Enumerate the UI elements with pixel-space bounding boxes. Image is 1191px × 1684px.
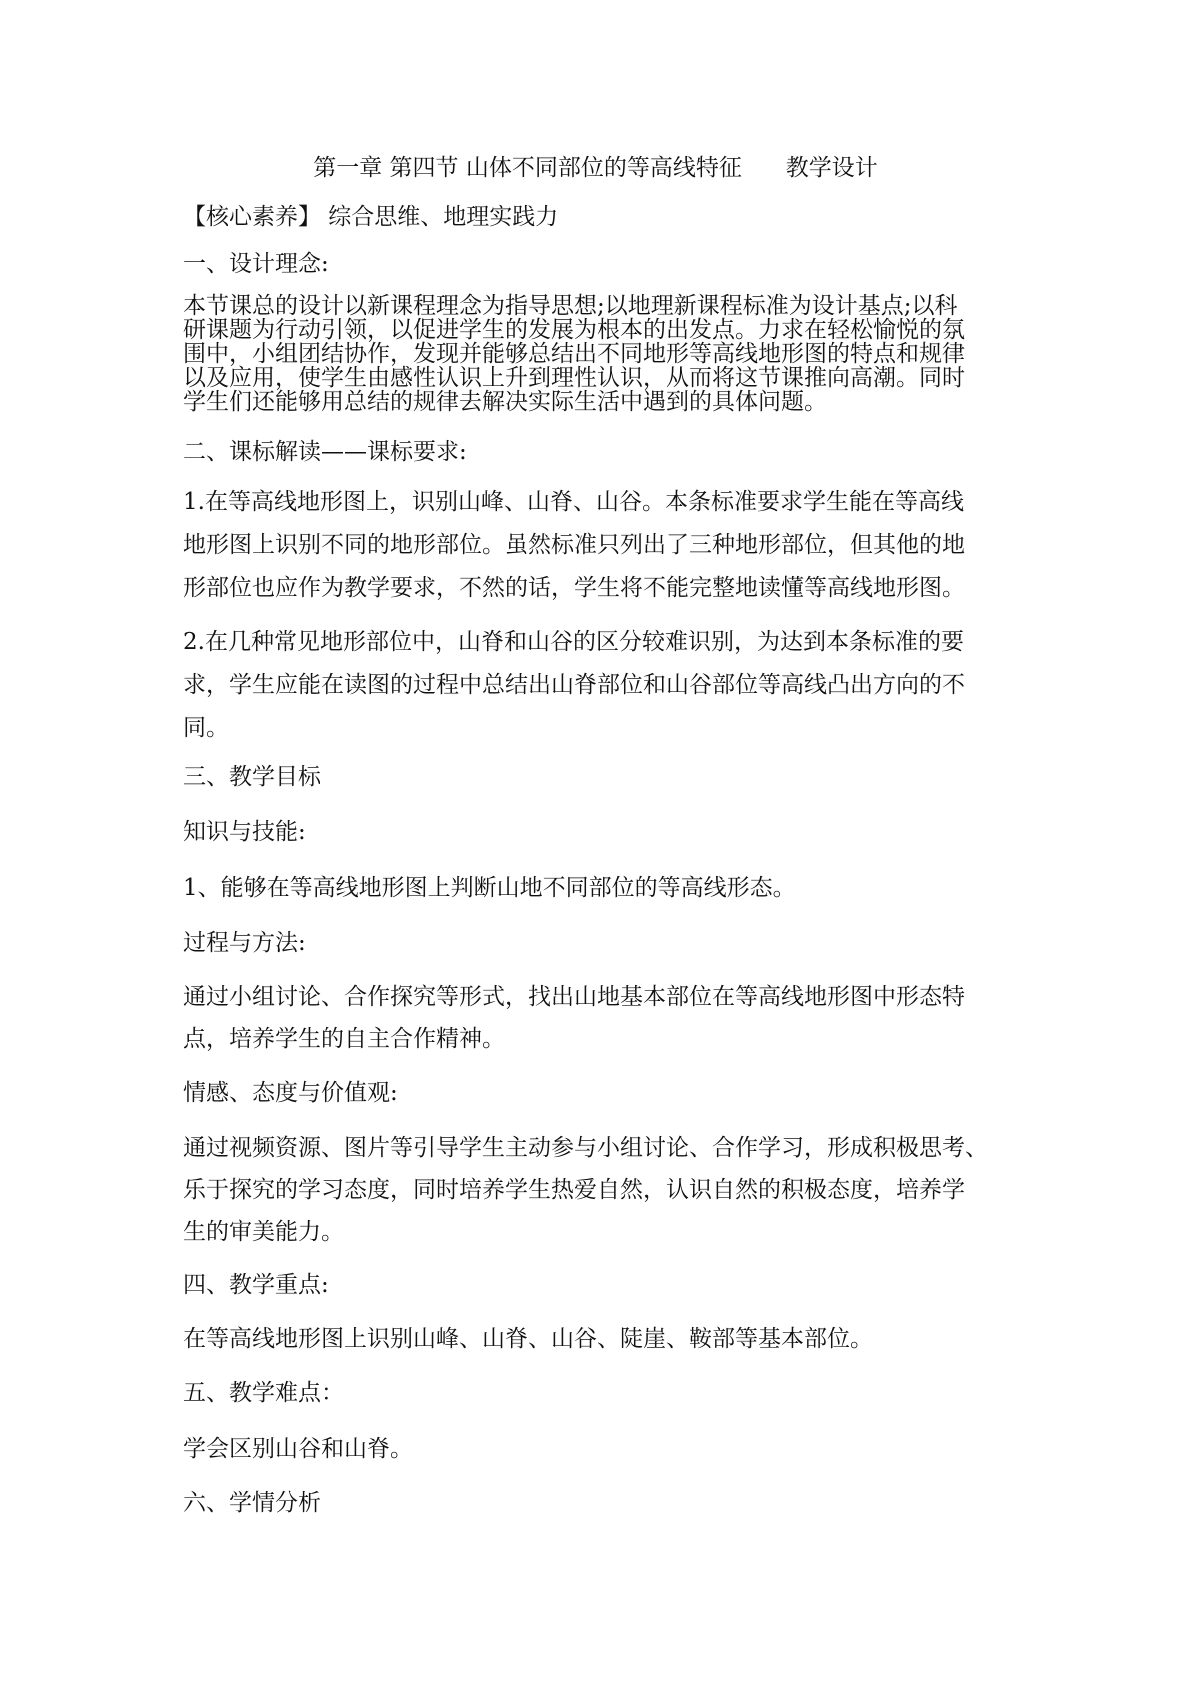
paragraph-line: 1.在等高线地形图上，识别山峰、山脊、山谷。本条标准要求学生能在等高线 xyxy=(183,489,964,515)
paragraph-line: 同。 xyxy=(183,715,229,741)
paragraph-line: 围中，小组团结协作，发现并能够总结出不同地形等高线地形图的特点和规律 xyxy=(183,341,965,367)
section-heading-curriculum: 二、课标解读——课标要求: xyxy=(183,439,467,465)
page-title: 第一章 第四节 山体不同部位的等高线特征 教学设计 xyxy=(313,155,878,181)
section-heading-design-concept: 一、设计理念: xyxy=(183,251,329,277)
subheading-process: 过程与方法: xyxy=(183,930,306,956)
paragraph-line: 点，培养学生的自主合作精神。 xyxy=(183,1026,505,1052)
core-literacy: 【核心素养】 综合思维、地理实践力 xyxy=(183,204,559,230)
subheading-emotion: 情感、态度与价值观: xyxy=(183,1080,398,1106)
section-heading-difficulties: 五、教学难点： xyxy=(183,1380,344,1406)
paragraph-line: 通过小组讨论、合作探究等形式，找出山地基本部位在等高线地形图中形态特 xyxy=(183,984,965,1010)
paragraph-line: 地形图上识别不同的地形部位。虽然标准只列出了三种地形部位，但其他的地 xyxy=(183,532,965,558)
paragraph-line: 研课题为行动引领，以促进学生的发展为根本的出发点。力求在轻松愉悦的氛 xyxy=(183,317,965,343)
paragraph-line: 学生们还能够用总结的规律去解决实际生活中遇到的具体问题。 xyxy=(183,389,827,415)
section-heading-student-analysis: 六、学情分析 xyxy=(183,1490,321,1516)
paragraph-line: 在等高线地形图上识别山峰、山脊、山谷、陡崖、鞍部等基本部位。 xyxy=(183,1326,873,1352)
paragraph-line: 求，学生应能在读图的过程中总结出山脊部位和山谷部位等高线凸出方向的不 xyxy=(183,672,965,698)
section-heading-objectives: 三、教学目标 xyxy=(183,764,321,790)
paragraph-line: 乐于探究的学习态度，同时培养学生热爱自然，认识自然的积极态度，培养学 xyxy=(183,1177,965,1203)
paragraph-line: 学会区别山谷和山脊。 xyxy=(183,1436,413,1462)
paragraph-line: 以及应用，使学生由感性认识上升到理性认识，从而将这节课推向高潮。同时 xyxy=(183,365,965,391)
paragraph-line: 2.在几种常见地形部位中，山脊和山谷的区分较难识别，为达到本条标准的要 xyxy=(183,629,964,655)
subheading-knowledge: 知识与技能: xyxy=(183,819,306,845)
paragraph-line: 通过视频资源、图片等引导学生主动参与小组讨论、合作学习，形成积极思考、 xyxy=(183,1135,988,1161)
paragraph-line: 生的审美能力。 xyxy=(183,1219,344,1245)
section-heading-key-points: 四、教学重点: xyxy=(183,1272,329,1298)
list-item: 1、能够在等高线地形图上判断山地不同部位的等高线形态。 xyxy=(183,875,796,901)
paragraph-line: 形部位也应作为教学要求，不然的话，学生将不能完整地读懂等高线地形图。 xyxy=(183,575,965,601)
paragraph-line: 本节课总的设计以新课程理念为指导思想;以地理新课程标准为设计基点;以科 xyxy=(183,293,958,319)
